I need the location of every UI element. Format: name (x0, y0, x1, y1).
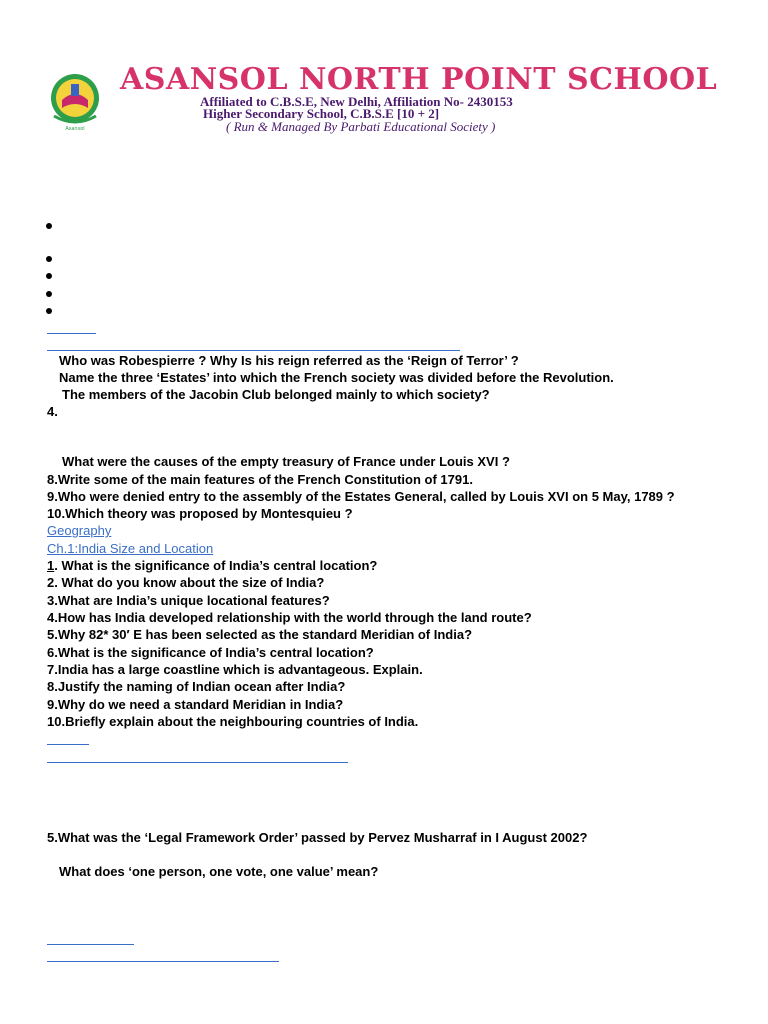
geography-link[interactable]: Geography (47, 523, 112, 538)
geography-question-2: 2. What do you know about the size of India? (47, 575, 325, 590)
list-bullet (46, 273, 52, 279)
civics-question-5: 5.What was the ‘Legal Framework Order’ passed by Pervez Musharraf in I August 2002? (47, 830, 588, 845)
empty-link-rule[interactable] (47, 333, 96, 334)
school-type-text: Higher Secondary School, C.B.S.E [10 + 2] (203, 106, 440, 121)
chapter-link[interactable]: Ch.1:India Size and Location (47, 541, 214, 556)
school-crest-icon (44, 70, 106, 132)
list-bullet (46, 291, 52, 297)
school-name: ASANSOL NORTH POINT SCHOOL (120, 62, 718, 97)
empty-link-rule[interactable] (47, 961, 279, 962)
geography-question-9: 9.Why do we need a standard Meridian in India? (47, 697, 344, 712)
empty-link-rule[interactable] (47, 944, 134, 945)
history-question-2: Name the three ‘Estates’ into which the French society was divided before the Revolution. (59, 370, 614, 385)
history-question-9: 9.Who were denied entry to the assembly of the Estates General, called by Louis XVI on 5 May, 1789 ? (47, 489, 675, 504)
geography-question-1 (47, 558, 377, 574)
management-text: ( Run & Managed By Parbati Educational Society ) (226, 119, 496, 134)
question-text: . What is the significance of India’s central location? (54, 558, 378, 573)
geography-question-5: 5.Why 82* 30′ E has been selected as the standard Meridian of India? (47, 627, 473, 642)
empty-link-rule[interactable] (47, 744, 89, 745)
geography-question-3: 3.What are India’s unique locational features? (47, 593, 330, 608)
question-number: 1 (47, 558, 55, 573)
geography-question-8: 8.Justify the naming of Indian ocean after India? (47, 679, 346, 694)
empty-link-rule[interactable] (47, 350, 460, 351)
history-question-8: 8.Write some of the main features of the French Constitution of 1791. (47, 472, 473, 487)
empty-link-rule[interactable] (47, 762, 348, 763)
civics-question-6: What does ‘one person, one vote, one value’ mean? (59, 864, 379, 879)
history-question-10: 10.Which theory was proposed by Montesquieu ? (47, 506, 353, 521)
history-question-1: Who was Robespierre ? Why Is his reign referred as the ‘Reign of Terror’ ? (59, 353, 519, 368)
history-question-7: What were the causes of the empty treasury of France under Louis XVI ? (62, 454, 510, 469)
history-question-3: The members of the Jacobin Club belonged mainly to which society? (62, 387, 490, 402)
list-bullet (46, 223, 52, 229)
list-bullet (46, 256, 52, 262)
geography-question-7: 7.India has a large coastline which is advantageous. Explain. (47, 662, 423, 677)
geography-question-4: 4.How has India developed relationship with the world through the land route? (47, 610, 532, 625)
list-bullet (46, 308, 52, 314)
geography-question-10: 10.Briefly explain about the neighbouring countries of India. (47, 714, 419, 729)
affiliation-text: Affiliated to C.B.S.E, New Delhi, Affiliation No- 2430153 (200, 94, 513, 109)
geography-question-6: 6.What is the significance of India’s central location? (47, 645, 374, 660)
svg-text:Asansol: Asansol (65, 126, 85, 132)
history-question-4: 4. (47, 404, 58, 419)
